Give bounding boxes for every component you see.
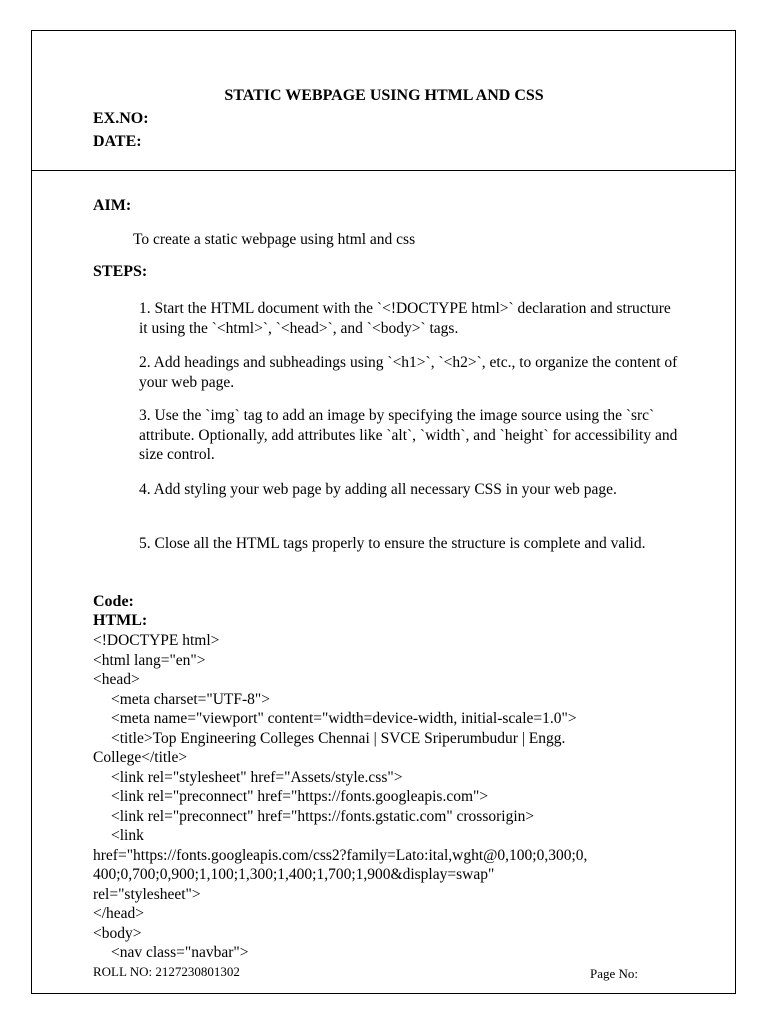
code-line: <head> [93,671,140,688]
aim-text: To create a static webpage using html and css [133,231,416,248]
code-line: <meta name="viewport" content="width=device-width, initial-scale=1.0"> [111,710,577,727]
code-line: <html lang="en"> [93,652,206,669]
step-item: 4. Add styling your web page by adding all necessary CSS in your web page. [139,481,617,498]
code-line: <link rel="preconnect" href="https://fonts.googleapis.com"> [111,788,489,805]
html-subheading: HTML: [93,612,148,629]
code-line: <link [111,827,144,844]
code-line: <meta charset="UTF-8"> [111,691,270,708]
step-item: 3. Use the `img` tag to add an image by specifying the image source using the `src` attribute. Optionally, add attributes like `alt`, `width`, and `height` for accessibility and size control. [139,407,678,463]
code-line: <nav class="navbar"> [111,944,249,961]
header-divider [31,170,736,171]
code-line: <title>Top Engineering Colleges Chennai | SVCE Sriperumbudur | Engg. [111,730,566,747]
code-line: </head> [93,905,145,922]
roll-number: ROLL NO: 2127230801302 [93,964,240,979]
code-line: <body> [93,925,142,942]
aim-heading: AIM: [93,197,132,214]
steps-heading: STEPS: [93,263,148,280]
step-item: 1. Start the HTML document with the `<!DOCTYPE html>` declaration and structure it using the `<html>`, `<head>`, and `<body>` tags. [139,300,671,337]
code-line: rel="stylesheet"> [93,886,201,903]
code-line: href="https://fonts.googleapis.com/css2?family=Lato:ital,wght@0,100;0,300;0, [93,847,588,864]
step-item: 2. Add headings and subheadings using `<h1>`, `<h2>`, etc., to organize the content of your web page. [139,354,678,391]
code-line: College</title> [93,749,188,766]
ex-no-label: EX.NO: [93,110,149,127]
step-item: 5. Close all the HTML tags properly to ensure the structure is complete and valid. [139,535,646,552]
document-title: STATIC WEBPAGE USING HTML AND CSS [224,87,544,104]
code-line: <!DOCTYPE html> [93,632,220,649]
code-heading: Code: [93,593,134,610]
page-number-label: Page No: [590,966,639,981]
code-line: 400;0,700;0,900;1,100;1,300;1,400;1,700;1,900&display=swap" [93,866,495,883]
date-label: DATE: [93,133,142,150]
code-line: <link rel="preconnect" href="https://fonts.gstatic.com" crossorigin> [111,808,535,825]
code-line: <link rel="stylesheet" href="Assets/style.css"> [111,769,403,786]
